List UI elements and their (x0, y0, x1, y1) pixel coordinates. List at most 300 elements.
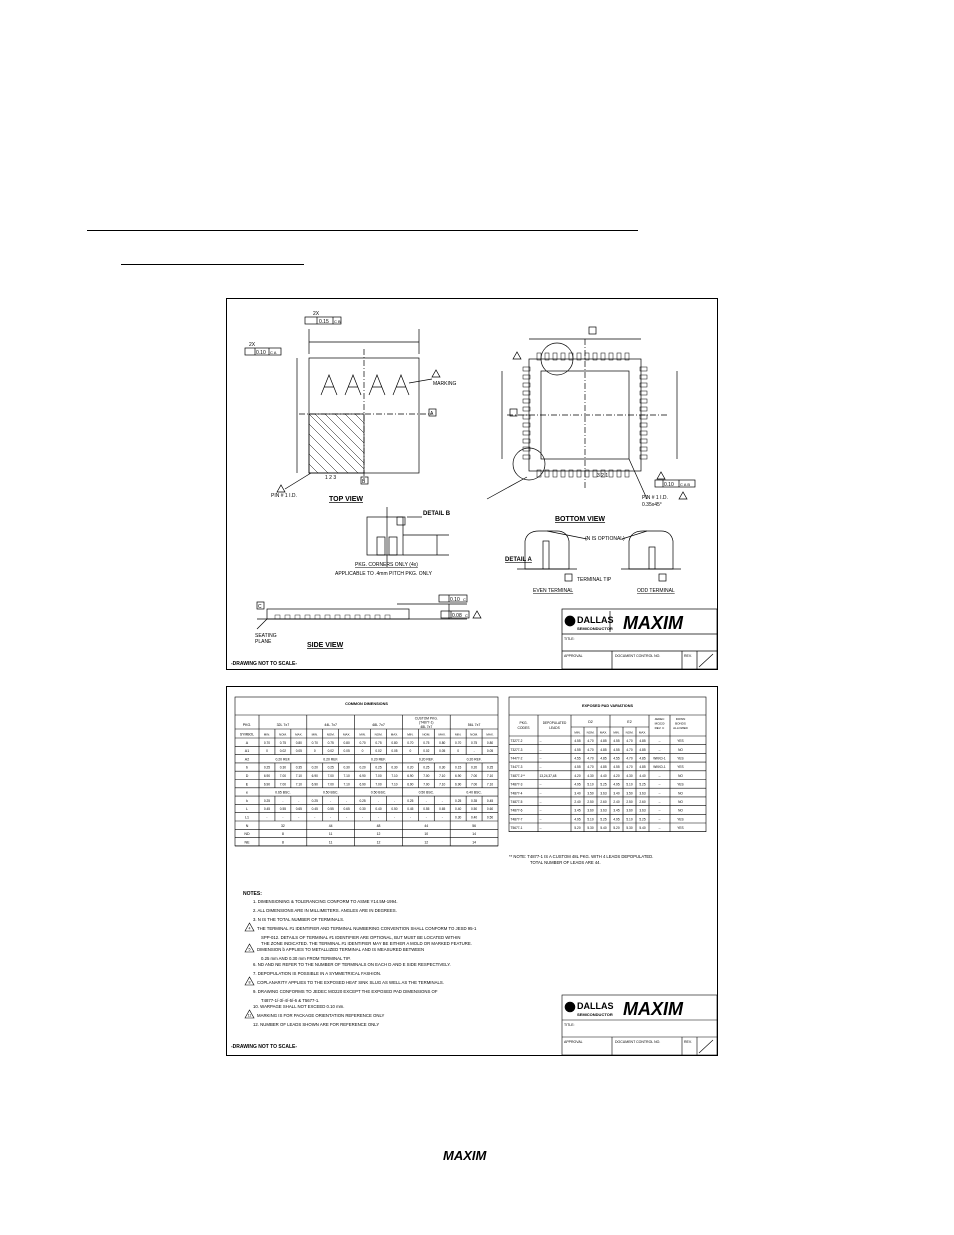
note-line: MARKING IS FOR PACKAGE ORIENTATION REFERENCE ONLY (257, 1013, 385, 1018)
cell-value: 6.90 (311, 774, 318, 778)
exp-subcol: MAX. (638, 730, 647, 735)
cell-value: 7.00 (375, 774, 382, 778)
cell-value: 6.90 (407, 774, 414, 778)
row-symbol: A1 (244, 749, 250, 754)
cell-value: 0.05 (391, 749, 398, 754)
exp-cell: -- (658, 817, 661, 822)
side-tol2-value: 0.08 (452, 613, 462, 619)
merged-value: 0.20 REF. (418, 757, 434, 762)
merged-value: 0.20 REF. (275, 757, 291, 762)
exp-hdr-depop-1: DEPOPULATED (542, 721, 567, 725)
cell-value: 0.45 (263, 807, 271, 812)
cell-value: 0.75 (423, 740, 430, 745)
cell-value: - (393, 815, 395, 820)
exp-cell: 2.60 (639, 800, 646, 804)
exp-pkg-code: T4877-1** (510, 773, 525, 778)
notes-title: NOTES: (243, 891, 262, 897)
exp-cell: 3.40 (613, 791, 620, 796)
datum-b: B (362, 479, 366, 485)
cell-value: 0.65 (295, 807, 302, 812)
symbol-label: SYMBOL (239, 732, 255, 737)
note-line: THE TERMINAL #1 IDENTIFIER AND TERMINAL NUMBERING CONVENTION SHALL CONFORM TO JESD 95-1 (257, 926, 477, 931)
cell-value: 0.30 (279, 765, 287, 770)
cell-value: 0.55 (423, 807, 430, 812)
subcol-label: NOM. (470, 732, 479, 737)
cell-value: 0.25 (375, 765, 382, 770)
exp-cell: -- (539, 817, 542, 822)
exp-cell: 4.85 (600, 756, 607, 761)
cell-value: 0.15 (455, 765, 462, 770)
exp-cell: 3.45 (613, 808, 620, 813)
cell-value: 0 (313, 749, 316, 754)
exp-cell: 5.10 (587, 782, 594, 787)
title-label: TITLE: (564, 637, 575, 641)
exp-cell: NO (678, 773, 683, 778)
cell-value: 0 (361, 749, 364, 754)
cell-value: 6.90 (359, 782, 366, 787)
note-line: DIMENSION b APPLIES TO METALLIZED TERMINAL AND IS MEASURED BETWEEN (257, 947, 425, 952)
exp-cell: -- (658, 826, 661, 831)
cell-value: 0.20 (311, 765, 318, 770)
exp-cell: 4.70 (626, 739, 633, 744)
exp-cell: -- (539, 739, 542, 744)
row-symbol: N (245, 823, 249, 828)
cell-value: 7.10 (391, 774, 398, 778)
exp-cell: 4.55 (613, 739, 620, 744)
cell-value: - (409, 815, 411, 820)
cell-value: 6.90 (359, 774, 366, 778)
row-symbol: A (245, 740, 249, 745)
cell-value: 0.70 (263, 740, 271, 745)
not-to-scale-note-2: -DRAWING NOT TO SCALE- (231, 1044, 298, 1050)
side-view-label: SIDE VIEW (307, 642, 344, 649)
subcol-label: NOM. (422, 732, 431, 737)
detail-a-even: EVEN TERMINAL (533, 588, 574, 594)
exp-cell: 4.85 (600, 739, 607, 744)
exp-cell: YES (677, 782, 684, 787)
exp-cell: 4.55 (574, 747, 581, 752)
exp-cell: -- (539, 756, 542, 761)
common-dimensions-text (240, 702, 494, 844)
cell-value: 0.60 (486, 807, 494, 812)
cell-value: 0.70 (311, 740, 318, 745)
merged-value: 44 (328, 823, 333, 828)
cell-value: 6.90 (407, 782, 414, 787)
cell-value: 0.75 (327, 740, 334, 745)
exp-cell: YES (677, 739, 684, 744)
merged-value: 8 (281, 832, 284, 837)
semiconductor-text: SEMICONDUCTOR (577, 626, 613, 631)
exp-cell: 5.10 (626, 782, 633, 787)
cell-value: - (441, 798, 443, 803)
cell-value: 0.45 (407, 807, 414, 812)
maxim-logo-text-2: MAXIM (623, 999, 683, 1019)
exp-cell: NO (678, 747, 683, 752)
exp-cell: -- (539, 747, 542, 752)
exp-cell: 4.55 (613, 747, 620, 752)
note-line: 3. N IS THE TOTAL NUMBER OF TERMINALS. (253, 917, 345, 922)
not-to-scale-note: -DRAWING NOT TO SCALE- (231, 661, 298, 667)
cell-value: - (377, 815, 380, 820)
exp-cell: YES (677, 756, 684, 761)
exp-cell: -- (539, 826, 542, 831)
exp-cell: 2.50 (626, 800, 633, 804)
detail-b-label: DETAIL B (423, 511, 451, 517)
dallas-logo-text-2: DALLAS (577, 1001, 614, 1011)
cell-value: 0.80 (391, 740, 398, 745)
cell-value: 0.40 (455, 807, 462, 812)
exp-cell: 4.30 (626, 773, 633, 778)
cell-value: 0.20 (470, 765, 478, 770)
merged-value: 12 (376, 832, 381, 837)
footer-maxim-logo (443, 1148, 503, 1162)
cell-value: 0.50 (486, 815, 494, 820)
merged-value: 12 (424, 840, 429, 845)
exp-cell: 4.85 (639, 739, 646, 744)
exp-cell: 5.20 (613, 826, 620, 831)
exp-cell: 4.30 (587, 773, 594, 778)
exp-pkg-code: T3277-3 (510, 747, 523, 752)
subcol-label: MAX. (438, 732, 446, 737)
exp-cell: 5.20 (574, 826, 581, 831)
exp-subcol: NOM. (586, 730, 595, 735)
cell-value: 0.25 (455, 798, 462, 803)
cell-value: 7.00 (470, 782, 478, 787)
exp-pkg-code: T4477-2 (510, 756, 523, 761)
exp-cell: WKKD-1 (653, 756, 666, 761)
exp-cell: 3.45 (574, 808, 581, 813)
cell-value: 0.25 (263, 798, 271, 803)
cell-value: 7.00 (327, 774, 334, 778)
merged-value: 8 (281, 840, 284, 845)
cell-value: 0.02 (327, 749, 334, 754)
rev-label-2: REV. (684, 1040, 692, 1044)
exp-cell: YES (677, 826, 684, 831)
pkg-custom-2: (T4877-1) (419, 720, 434, 725)
row-symbol: L (246, 807, 248, 812)
exp-cell: 4.70 (587, 747, 594, 752)
exposed-pad-text (511, 704, 689, 830)
exp-subcol: MIN. (613, 730, 620, 735)
subcol-label: MAX. (295, 732, 303, 737)
exp-pkg-code: T4477-3 (510, 765, 523, 770)
drawing-sheet-2 (226, 686, 718, 1056)
cell-value: 0.50 (470, 807, 478, 812)
cell-value: 7.00 (423, 774, 430, 778)
drawing-sheet-1 (226, 298, 718, 670)
exp-pkg-code: T3277-2 (510, 739, 523, 744)
note-line: 9. DRAWING CONFORMS TO JEDEC MO220 EXCEPT THE EXPOSED PAD DIMENSIONS OF (253, 989, 438, 994)
cell-value: 0.20 (359, 765, 366, 770)
bottom-pin1-label: PIN # 1 I.D. (642, 495, 668, 501)
cell-value: 0.25 (359, 798, 366, 803)
exp-cell: 4.70 (626, 765, 633, 770)
merged-value: 0.20 REF. (466, 757, 482, 762)
left-mult-label: 2X (249, 342, 256, 348)
cell-value: - (330, 815, 332, 820)
detail-a-optional: (N IS OPTIONAL) (585, 536, 625, 542)
cell-value: - (425, 798, 427, 803)
exp-cell: 3.60 (626, 808, 633, 813)
exp-cell: -- (539, 800, 542, 804)
cell-value: 7.10 (391, 782, 398, 787)
exp-cell: -- (539, 791, 542, 796)
cell-value: 7.00 (279, 774, 287, 778)
cell-value: 0.50 (391, 807, 398, 812)
exp-cell: 4.95 (574, 817, 581, 822)
pkg-name: 48L 7x7 (372, 723, 385, 727)
cell-value: 0 (457, 749, 460, 754)
subcol-label: MAX. (486, 732, 494, 737)
exposed-note-1: ** NOTE: T4877-1 IS A CUSTOM 48L PKG. WITH 4 LEADS DEPOPULATED. (509, 854, 654, 859)
cell-value: - (282, 798, 284, 803)
cell-value: 0.70 (359, 740, 366, 745)
pkg-custom-1: CUSTOM PKG. (414, 716, 438, 721)
top-view-label: TOP VIEW (329, 496, 363, 503)
exp-cell: 4.85 (600, 747, 607, 752)
seating-label-2: PLANE (255, 639, 272, 645)
detail-a-tip: TERMINAL TIP (577, 577, 612, 583)
row-symbol: NE (244, 840, 250, 845)
exp-cell: -- (658, 791, 661, 796)
cell-value: 0.80 (439, 740, 446, 745)
merged-value: 12 (376, 840, 381, 845)
cell-value: 6.90 (455, 782, 462, 787)
side-tol2-ref: C (465, 613, 468, 618)
exp-pkg-code: T4877-5 (510, 800, 523, 804)
exp-cell: 4.55 (574, 756, 581, 761)
subcol-label: NOM. (326, 732, 335, 737)
bottom-tol-ref: C A B (680, 482, 691, 487)
exp-cell: -- (539, 765, 542, 770)
exp-cell: 3.63 (600, 791, 607, 796)
cell-value: - (330, 798, 332, 803)
cell-value: 0.02 (279, 749, 287, 754)
exp-cell: YES (677, 817, 684, 822)
cell-value: 0.65 (343, 807, 350, 812)
merged-value: 14 (472, 832, 476, 837)
exp-cell: 2.50 (587, 800, 594, 804)
exp-cell: 3.63 (639, 791, 646, 796)
detail-a-label: DETAIL A (505, 557, 532, 563)
pkg-name: 56L 7x7 (467, 723, 481, 727)
rev-label: REV. (684, 654, 692, 658)
exp-hdr-jedec-3: REV. C (654, 726, 665, 730)
cell-value: 0 (409, 749, 412, 754)
merged-value: 11 (328, 840, 333, 845)
detail-b-note2: APPLICABLE TO .4mm PITCH PKG. ONLY (335, 571, 432, 577)
merged-value: 10 (424, 832, 429, 837)
exp-hdr-e2: E2 (627, 720, 632, 724)
row-symbol: D (245, 774, 249, 778)
cell-value: 0.75 (375, 740, 382, 745)
row-symbol: k (246, 798, 248, 803)
exp-cell: 4.85 (600, 765, 607, 770)
note-line: 1. DIMENSIONING & TOLERANCING CONFORM TO ASME Y14.5M-1994. (253, 899, 398, 904)
exp-cell: 5.30 (587, 826, 594, 831)
datum-c: C (258, 604, 262, 610)
cell-value: 6.90 (263, 782, 271, 787)
top-mult-label: 2X (313, 311, 320, 317)
exp-hdr-depop-2: LEADS (549, 726, 560, 730)
merged-value: 32 (281, 823, 285, 828)
note-line: THE ZONE INDICATED. THE TERMINAL #1 IDENTIFIER MAY BE EITHER A MOLD OR MARKED FEATURE. (261, 941, 472, 946)
cell-value: 7.00 (375, 782, 382, 787)
approval-label-2: APPROVAL (564, 1040, 583, 1044)
cell-value: 7.10 (343, 774, 350, 778)
cell-value: 7.00 (279, 782, 287, 787)
note-line: 12. NUMBER OF LEADS SHOWN ARE FOR REFERENCE ONLY (253, 1022, 380, 1027)
exp-cell: -- (539, 808, 542, 813)
merged-value: 0.65 BSC. (275, 790, 291, 795)
cell-value: - (346, 815, 348, 820)
header-rule-short (121, 264, 304, 265)
cell-value: 0.25 (263, 765, 271, 770)
cell-value: 0.75 (279, 740, 287, 745)
cell-value: - (473, 749, 475, 754)
note-line: T4877-1/-3/-4/-5/-6 & T5677-1. (261, 998, 320, 1003)
exp-cell: YES (677, 765, 684, 770)
outline-drawing (227, 299, 717, 669)
row-symbol: E (245, 782, 249, 787)
cell-value: - (362, 815, 364, 820)
exp-cell: 2.40 (574, 800, 581, 804)
cell-value: 0.45 (486, 798, 494, 803)
detail-a-odd: ODD TERMINAL (637, 588, 675, 594)
exp-cell: -- (658, 747, 661, 752)
top-tol-value: 0.15 (319, 319, 329, 325)
row-symbol: b (246, 765, 248, 770)
cell-value: 0.30 (455, 815, 462, 820)
subcol-label: MIN. (407, 732, 414, 737)
datum-a: A (430, 411, 434, 417)
cell-value: 0.75 (470, 740, 478, 745)
left-tol-value: 0.10 (256, 350, 266, 356)
cell-value: 0.80 (486, 740, 494, 745)
exp-hdr-jedec-1: JEDEC (654, 717, 665, 721)
pkg-name: 44L 7x7 (324, 723, 338, 727)
row-symbol: A2 (244, 757, 250, 762)
top-tol-ref: C B (334, 319, 341, 324)
cell-value: 0.65 (439, 807, 446, 812)
cell-value: 0.55 (279, 807, 287, 812)
cell-value: 7.10 (486, 782, 494, 787)
exp-hdr-pkg-1: PKG. (519, 721, 528, 725)
bottom-pin-numbers: 3 2 1 (597, 473, 609, 479)
exp-cell: 4.85 (639, 765, 646, 770)
maxim-logo-text: MAXIM (623, 613, 683, 633)
note-flag-number: 11 (247, 1013, 252, 1018)
detail-b-note1: PKG. CORNERS ONLY (4x) (355, 562, 418, 568)
bottom-tol-value: 0.10 (664, 482, 674, 488)
cell-value: 0.25 (423, 765, 430, 770)
note-line: 10. WARPAGE SHALL NOT EXCEED 0.10 mm. (253, 1004, 345, 1009)
exp-subcol: MIN. (574, 730, 581, 735)
exp-subcol: NOM. (625, 730, 634, 735)
exp-cell: 5.30 (626, 826, 633, 831)
exp-cell: 3.63 (639, 808, 646, 813)
exp-cell: -- (539, 782, 542, 787)
footer-logo-text: MAXIM (443, 1148, 487, 1162)
cell-value: 0.30 (391, 765, 398, 770)
exposed-note-2: TOTAL NUMBER OF LEADS ARE 44. (530, 860, 601, 865)
exp-pkg-code: T4877-4 (510, 791, 523, 796)
subcol-label: MIN. (359, 732, 366, 737)
cell-value: 0.70 (455, 740, 462, 745)
exp-cell: 3.63 (600, 808, 607, 813)
left-tol-ref: C A (270, 350, 277, 355)
cell-value: 0.02 (375, 749, 382, 754)
merged-value: 48 (376, 823, 381, 828)
exp-cell: 5.25 (600, 817, 607, 822)
cell-value: 0.35 (295, 765, 302, 770)
dallas-logo-text: DALLAS (577, 615, 614, 625)
cell-value: - (377, 798, 380, 803)
cell-value: 0.40 (470, 815, 478, 820)
exp-subcol: MAX. (599, 730, 608, 735)
cell-value: 0.25 (486, 765, 494, 770)
cell-value: 0.05 (486, 749, 494, 754)
exp-cell: 5.25 (639, 782, 646, 787)
cell-value: 0.25 (327, 765, 334, 770)
exp-cell: 4.70 (626, 756, 633, 761)
cell-value: 0.80 (343, 740, 350, 745)
maxim-logo-icon (443, 1148, 503, 1162)
subcol-label: MIN. (263, 732, 271, 737)
cell-value: - (298, 815, 300, 820)
exp-pkg-code: T4877-3 (510, 782, 523, 787)
bottom-chamfer: 0.35x45° (642, 502, 662, 508)
cell-value: - (282, 815, 284, 820)
pkg-label: PKG. (242, 723, 252, 727)
exp-cell: 4.55 (574, 765, 581, 770)
cell-value: 7.10 (439, 774, 446, 778)
cell-value: - (425, 815, 427, 820)
note-line: 7. DEPOPULATION IS POSSIBLE IN A SYMMETRICAL FASHION. (253, 971, 382, 976)
merged-value: 0.50 BSC. (322, 790, 339, 795)
exp-cell: -- (658, 773, 661, 778)
exp-cell: NO (678, 791, 683, 796)
exp-cell: 13,24,37,48 (539, 773, 557, 778)
cell-value: 0.30 (343, 765, 350, 770)
cell-value: 0 (266, 749, 268, 754)
common-table-title: COMMON DIMENSIONS (345, 702, 388, 706)
cell-value: 7.00 (327, 782, 334, 787)
cell-value: 0.40 (375, 807, 382, 812)
subcol-label: MAX. (342, 732, 351, 737)
cell-value: 0.05 (295, 749, 302, 754)
merged-value: 0.40 BSC. (466, 790, 482, 795)
common-dimensions-grid (235, 697, 498, 846)
exp-cell: 4.85 (639, 756, 646, 761)
exp-cell: 4.95 (613, 817, 620, 822)
exp-cell: 4.70 (587, 756, 594, 761)
merged-value: 11 (328, 832, 333, 837)
exp-cell: 2.40 (613, 800, 620, 804)
cell-value: 0.05 (439, 749, 446, 754)
exp-pkg-code: T4877-7 (510, 817, 523, 822)
cell-value: 7.10 (343, 782, 350, 787)
exp-cell: 4.40 (639, 773, 646, 778)
subcol-label: NOM. (278, 732, 287, 737)
cell-value: 6.90 (263, 774, 271, 778)
note-line: 2. ALL DIMENSIONS ARE IN MILLIMETERS. ANGLES ARE IN DEGREES. (253, 908, 397, 913)
exp-cell: -- (658, 782, 661, 787)
exp-cell: WKKD-1 (653, 765, 666, 770)
merged-value: 56 (472, 823, 476, 828)
exp-hdr-d2: D2 (588, 720, 593, 724)
exposed-table-title: EXPOSED PAD VARIATIONS (581, 704, 634, 708)
